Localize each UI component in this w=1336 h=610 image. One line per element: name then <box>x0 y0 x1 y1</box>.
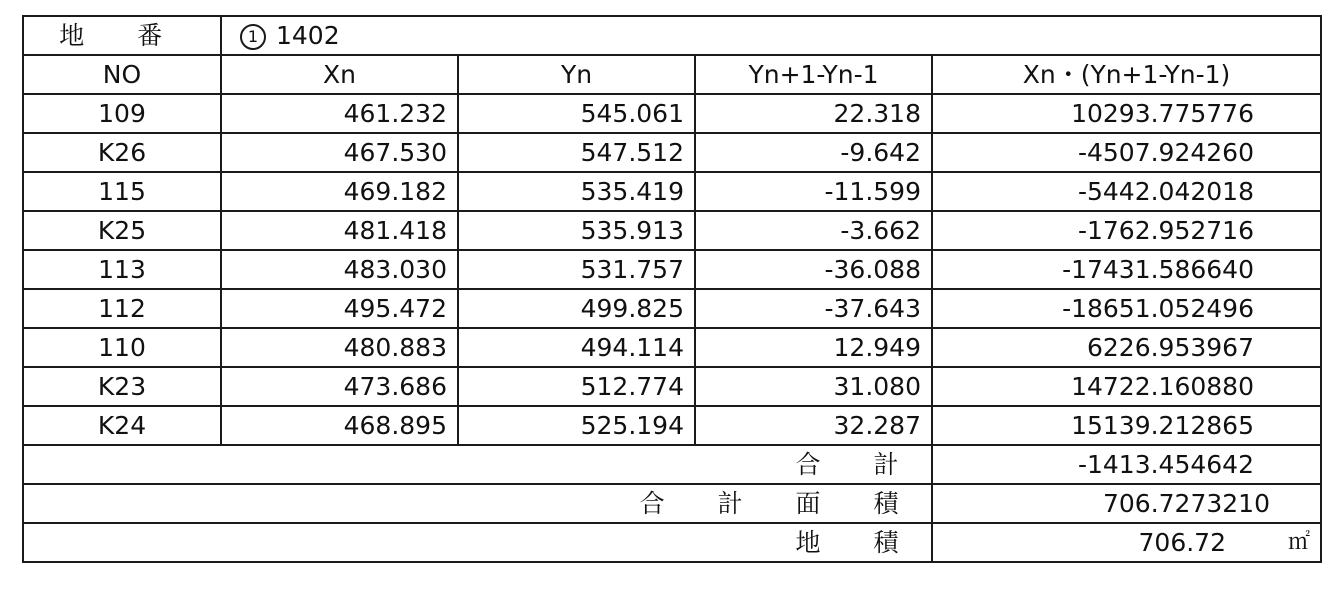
cell-xn: 473.686 <box>221 367 458 406</box>
coordinate-area-table <box>22 15 1322 563</box>
cell-yn: 535.913 <box>458 211 695 250</box>
cell-product: 6226.953967 <box>932 328 1321 367</box>
total-area-value: 706.7273210 <box>932 484 1321 523</box>
square-meter-unit: ㎡ <box>1287 530 1310 555</box>
cell-no: K25 <box>23 211 221 250</box>
cell-xn: 467.530 <box>221 133 458 172</box>
cell-yn: 494.114 <box>458 328 695 367</box>
cell-dy: -37.643 <box>695 289 932 328</box>
table-row <box>23 289 1321 328</box>
sum-label-cell <box>23 445 932 484</box>
total-area-row <box>23 484 1321 523</box>
cell-dy: 12.949 <box>695 328 932 367</box>
total-area-label-cell <box>23 484 932 523</box>
cell-no: K24 <box>23 406 221 445</box>
header-yn: Yn <box>458 55 695 94</box>
cell-yn: 545.061 <box>458 94 695 133</box>
cell-product: -18651.052496 <box>932 289 1321 328</box>
column-header-row <box>23 55 1321 94</box>
cell-yn: 525.194 <box>458 406 695 445</box>
land-area-row <box>23 523 1321 562</box>
cell-yn: 531.757 <box>458 250 695 289</box>
cell-no: K23 <box>23 367 221 406</box>
cell-no: 113 <box>23 250 221 289</box>
table-row <box>23 133 1321 172</box>
cell-dy: 22.318 <box>695 94 932 133</box>
cell-no: 115 <box>23 172 221 211</box>
cell-dy: 31.080 <box>695 367 932 406</box>
table-row <box>23 172 1321 211</box>
cell-no: K26 <box>23 133 221 172</box>
header-no: NO <box>23 55 221 94</box>
land-area-cell <box>932 523 1321 562</box>
cell-dy: -3.662 <box>695 211 932 250</box>
header-product: Xn・(Yn+1-Yn-1) <box>932 55 1321 94</box>
cell-product: 14722.160880 <box>932 367 1321 406</box>
parcel-row <box>23 16 1321 55</box>
cell-product: 10293.775776 <box>932 94 1321 133</box>
cell-no: 109 <box>23 94 221 133</box>
cell-product: -17431.586640 <box>932 250 1321 289</box>
cell-yn: 535.419 <box>458 172 695 211</box>
table-row <box>23 328 1321 367</box>
total-area-label: 合 計 面 積 <box>639 489 921 518</box>
sum-value: -1413.454642 <box>932 445 1321 484</box>
parcel-number: 1402 <box>276 21 340 50</box>
totals-section <box>23 445 1321 562</box>
cell-product: -4507.924260 <box>932 133 1321 172</box>
cell-xn: 495.472 <box>221 289 458 328</box>
parcel-label-cell <box>23 16 221 55</box>
table-row <box>23 250 1321 289</box>
cell-product: -1762.952716 <box>932 211 1321 250</box>
header-xn: Xn <box>221 55 458 94</box>
cell-product: -5442.042018 <box>932 172 1321 211</box>
cell-no: 110 <box>23 328 221 367</box>
cell-no: 112 <box>23 289 221 328</box>
cell-xn: 481.418 <box>221 211 458 250</box>
circled-number: 1 <box>240 24 266 50</box>
cell-dy: -11.599 <box>695 172 932 211</box>
cell-xn: 468.895 <box>221 406 458 445</box>
cell-dy: -9.642 <box>695 133 932 172</box>
parcel-value-cell <box>221 16 1321 55</box>
cell-xn: 461.232 <box>221 94 458 133</box>
land-area-value: 706.72 <box>1138 528 1226 557</box>
cell-xn: 480.883 <box>221 328 458 367</box>
table-row <box>23 367 1321 406</box>
area-calculation-sheet <box>22 15 1320 598</box>
cell-yn: 512.774 <box>458 367 695 406</box>
cell-xn: 483.030 <box>221 250 458 289</box>
sum-label: 合 計 <box>795 450 921 479</box>
cell-dy: 32.287 <box>695 406 932 445</box>
cell-yn: 499.825 <box>458 289 695 328</box>
land-area-label-cell <box>23 523 932 562</box>
cell-dy: -36.088 <box>695 250 932 289</box>
table-row <box>23 406 1321 445</box>
cell-yn: 547.512 <box>458 133 695 172</box>
land-area-label: 地 積 <box>795 528 921 557</box>
table-row <box>23 211 1321 250</box>
header-dy: Yn+1-Yn-1 <box>695 55 932 94</box>
cell-product: 15139.212865 <box>932 406 1321 445</box>
sum-row <box>23 445 1321 484</box>
parcel-label: 地 番 <box>59 21 185 50</box>
cell-xn: 469.182 <box>221 172 458 211</box>
table-row <box>23 94 1321 133</box>
